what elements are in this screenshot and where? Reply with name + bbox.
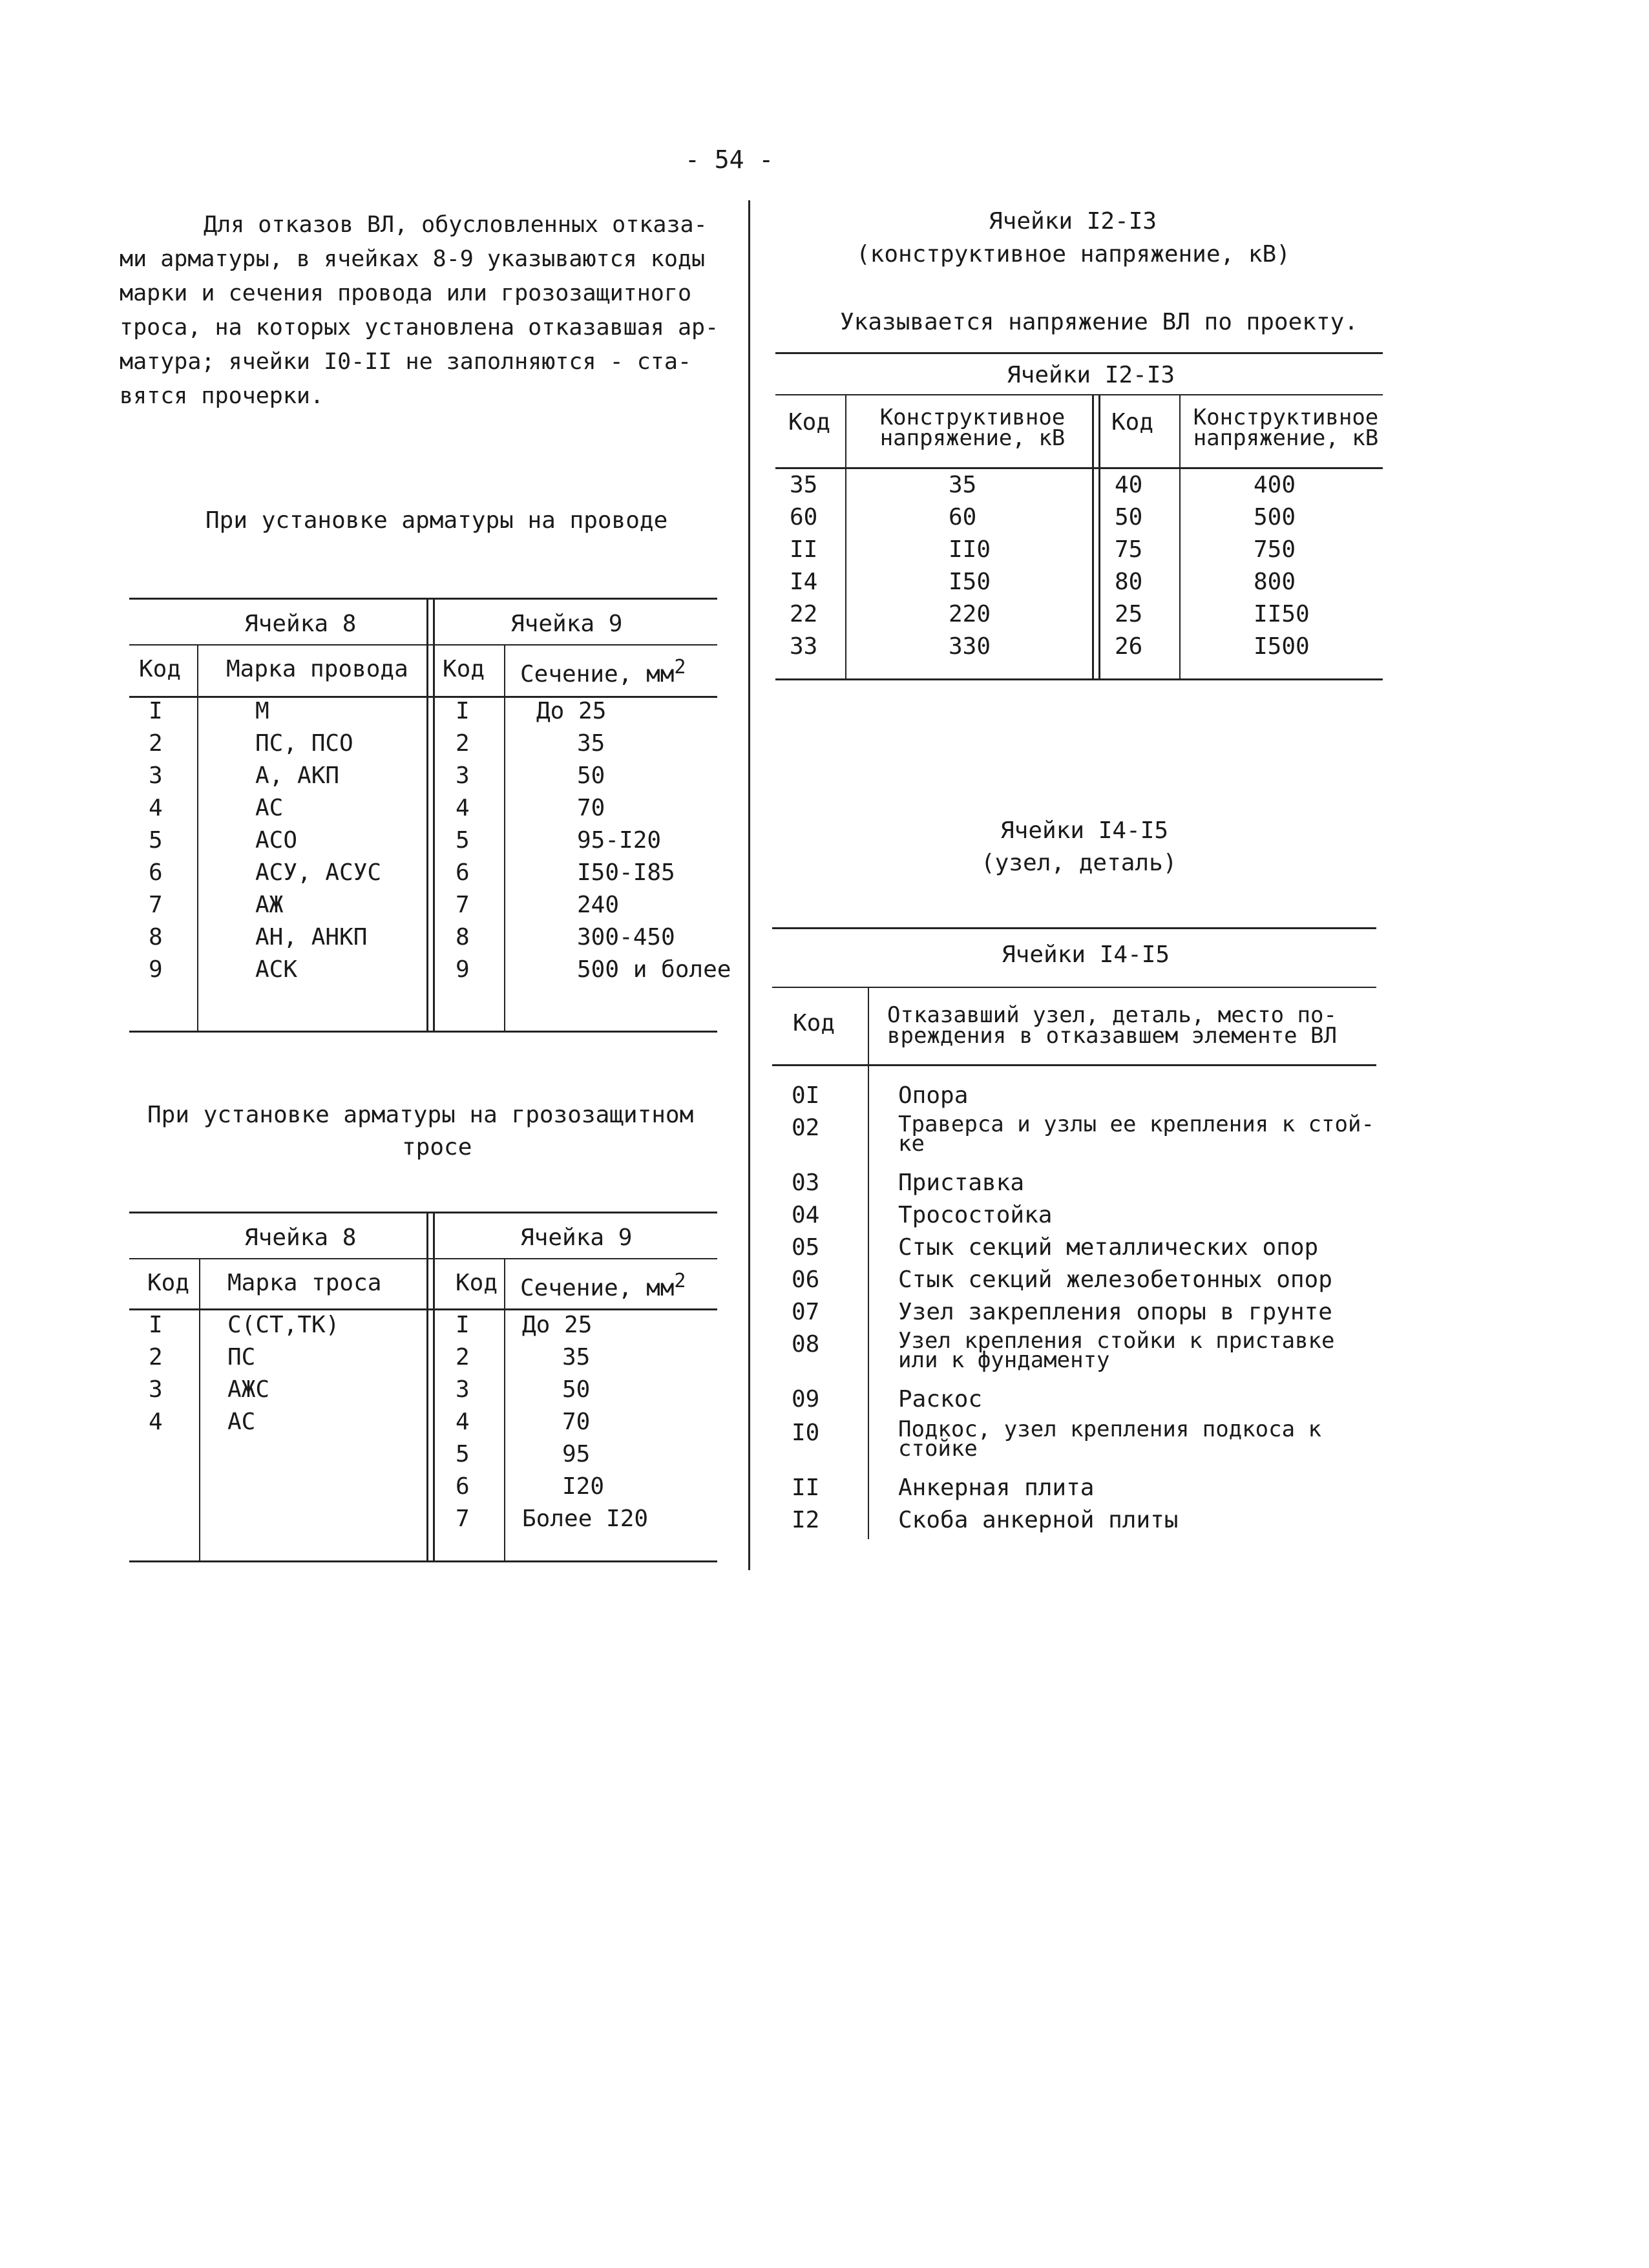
node-code: I2 (792, 1507, 820, 1533)
voltage-value2: 800 (1254, 569, 1296, 595)
node-desc (898, 1328, 1335, 1373)
voltage-value: I50 (949, 569, 991, 595)
wire-code2: I (456, 698, 470, 724)
wire-section: 70 (577, 795, 605, 821)
wire-mark: АЖ (255, 892, 284, 918)
wire-code: 8 (149, 924, 163, 950)
node-col-desc (887, 1002, 1337, 1049)
wire-section: 50 (577, 762, 605, 789)
voltage-table (775, 352, 1396, 688)
wire-mark: АСУ, АСУС (255, 859, 382, 886)
cable-section-title-1: При установке арматуры на грозозащитном (147, 1102, 694, 1128)
node-desc: Раскос (898, 1386, 983, 1412)
cable-col-code: Код (147, 1270, 190, 1296)
intro-line: ми арматуры, в ячейках 8-9 указываются коды (120, 246, 706, 272)
wire-col-mark: Марка провода (226, 656, 408, 682)
wire-cell9-title: Ячейка 9 (510, 611, 623, 637)
node-code: 08 (792, 1331, 820, 1358)
cable-col-section (520, 1270, 686, 1301)
wire-code2: 5 (456, 827, 470, 854)
cable-mark: С(СТ,ТК) (227, 1312, 340, 1338)
wire-col-code2: Код (443, 656, 485, 682)
wire-col-code: Код (139, 656, 182, 682)
cable-col-section-sup: 2 (674, 1270, 686, 1292)
wire-code: 4 (149, 795, 163, 821)
wire-cell8-title: Ячейка 8 (244, 611, 357, 637)
node-code: 03 (792, 1170, 820, 1196)
cable-section: До 25 (522, 1312, 593, 1338)
wire-code2: 3 (456, 762, 470, 789)
node-desc: Тросостойка (898, 1202, 1053, 1228)
node-title-1: Ячейки I4-I5 (1000, 817, 1169, 844)
voltage-value2: I500 (1254, 633, 1310, 660)
wire-code2: 7 (456, 892, 470, 918)
voltage-code2: 75 (1115, 536, 1143, 563)
wire-section: 240 (577, 892, 620, 918)
wire-code2: 4 (456, 795, 470, 821)
voltage-value: 35 (949, 472, 977, 498)
wire-section: До 25 (536, 698, 607, 724)
intro-line: вятся прочерки. (120, 383, 324, 409)
node-code: II (792, 1475, 820, 1501)
voltage-value2: 500 (1254, 504, 1296, 530)
cable-cell9-title: Ячейка 9 (520, 1224, 633, 1251)
voltage-col-code2: Код (1111, 409, 1154, 436)
voltage-title-2: (конструктивное напряжение, кВ) (856, 241, 1290, 268)
node-code: 09 (792, 1386, 820, 1412)
intro-line: марки и сечения провода или грозозащитного (120, 280, 692, 306)
cable-section: 35 (562, 1344, 591, 1370)
cable-code2: 6 (456, 1473, 470, 1500)
node-code: 04 (792, 1202, 820, 1228)
node-col-desc-l2: вреждения в отказавшем элементе ВЛ (887, 1023, 1337, 1049)
cable-code: 3 (149, 1376, 163, 1403)
node-desc: Опора (898, 1082, 969, 1109)
wire-col-section (520, 656, 686, 688)
node-desc: Стык секций металлических опор (898, 1234, 1319, 1261)
intro-line: матура; ячейки I0-II не заполняются - ста- (120, 349, 692, 375)
wire-section-title: При установке арматуры на проводе (205, 507, 668, 534)
voltage-value2: II50 (1254, 601, 1310, 627)
wire-code: 7 (149, 892, 163, 918)
cable-cell8-title: Ячейка 8 (244, 1224, 357, 1251)
node-code: 0I (792, 1082, 820, 1109)
intro-line: Для отказов ВЛ, обусловленных отказа- (204, 212, 708, 238)
wire-section: 300-450 (577, 924, 675, 950)
wire-code2: 6 (456, 859, 470, 886)
node-desc (898, 1111, 1374, 1157)
cable-mark: ПС (227, 1344, 256, 1370)
voltage-code: 35 (790, 472, 818, 498)
cable-code: 4 (149, 1409, 163, 1435)
wire-mark: А, АКП (255, 762, 340, 789)
wire-section: 35 (577, 730, 605, 757)
page-number: - 54 - (685, 145, 774, 174)
cable-code2: 5 (456, 1441, 470, 1467)
voltage-code: 60 (790, 504, 818, 530)
node-code: 02 (792, 1115, 820, 1141)
voltage-note: Указывается напряжение ВЛ по проекту. (840, 309, 1358, 335)
voltage-code: I4 (790, 569, 818, 595)
cable-section-title-2: тросе (402, 1134, 472, 1160)
cable-code2: I (456, 1312, 470, 1338)
node-desc (898, 1416, 1322, 1462)
cable-section: Более I20 (522, 1506, 649, 1532)
cable-code2: 3 (456, 1376, 470, 1403)
cable-code: I (149, 1312, 163, 1338)
cable-section: 50 (562, 1376, 591, 1403)
wire-col-section-sup: 2 (674, 656, 686, 678)
cable-code: 2 (149, 1344, 163, 1370)
voltage-code2: 50 (1115, 504, 1143, 530)
wire-mark: АСК (255, 956, 298, 983)
cable-section: 70 (562, 1409, 591, 1435)
wire-section: I50-I85 (577, 859, 675, 886)
node-desc: Узел закрепления опоры в грунте (898, 1299, 1332, 1325)
wire-code2: 8 (456, 924, 470, 950)
voltage-value: 60 (949, 504, 977, 530)
wire-mark: М (255, 698, 269, 724)
node-desc-l1: Траверса и узлы ее крепления к стой- (898, 1111, 1374, 1137)
voltage-col-voltage2-l2: напряжение, кВ (1193, 425, 1379, 451)
intro-line: троса, на которых установлена отказавшая ар- (120, 315, 719, 341)
voltage-code2: 25 (1115, 601, 1143, 627)
voltage-col-voltage-l2: напряжение, кВ (879, 425, 1066, 451)
voltage-value: 220 (949, 601, 991, 627)
wire-code2: 2 (456, 730, 470, 757)
cable-mark: АС (227, 1409, 256, 1435)
cable-section: I20 (562, 1473, 605, 1500)
cable-col-mark: Марка троса (227, 1270, 382, 1296)
node-col-desc-l1: Отказавший узел, деталь, место по- (887, 1002, 1337, 1028)
voltage-value: II0 (949, 536, 991, 563)
voltage-code: II (790, 536, 818, 563)
voltage-value2: 400 (1254, 472, 1296, 498)
node-code: 07 (792, 1299, 820, 1325)
node-code: I0 (792, 1420, 820, 1446)
voltage-value: 330 (949, 633, 991, 660)
voltage-col-voltage2 (1189, 404, 1383, 451)
voltage-code: 22 (790, 601, 818, 627)
node-desc: Приставка (898, 1170, 1025, 1196)
node-desc-l1: Подкос, узел крепления подкоса к (898, 1416, 1322, 1442)
node-code: 05 (792, 1234, 820, 1261)
wire-mark: АН, АНКП (255, 924, 368, 950)
wire-section: 95-I20 (577, 827, 662, 854)
voltage-col-voltage-l1: Конструктивное (879, 404, 1066, 430)
wire-code: I (149, 698, 163, 724)
wire-table (129, 598, 731, 1037)
node-col-code: Код (793, 1010, 835, 1036)
node-desc-l2: или к фундаменту (898, 1347, 1110, 1373)
cable-col-section-label: Сечение, мм (520, 1275, 675, 1301)
voltage-code2: 80 (1115, 569, 1143, 595)
cable-mark: АЖС (227, 1376, 270, 1403)
voltage-code2: 26 (1115, 633, 1143, 660)
node-desc-l1: Узел крепления стойки к приставке (898, 1328, 1335, 1354)
column-divider (748, 200, 750, 1570)
wire-code: 5 (149, 827, 163, 854)
voltage-col-voltage (866, 404, 1079, 451)
voltage-title-1: Ячейки I2-I3 (989, 208, 1157, 235)
cable-code2: 2 (456, 1344, 470, 1370)
cable-code2: 7 (456, 1506, 470, 1532)
voltage-table-title: Ячейки I2-I3 (1007, 362, 1175, 388)
wire-section: 500 и более (577, 956, 731, 983)
node-desc: Стык секций железобетонных опор (898, 1266, 1332, 1293)
wire-mark: ПС, ПСО (255, 730, 353, 757)
node-desc-l2: стойке (898, 1436, 978, 1462)
node-table (772, 927, 1405, 1548)
cable-table (129, 1212, 724, 1573)
node-desc-l2: ке (898, 1131, 925, 1157)
wire-code: 6 (149, 859, 163, 886)
intro-paragraph (120, 208, 730, 414)
voltage-col-voltage2-l1: Конструктивное (1193, 404, 1379, 430)
wire-code: 3 (149, 762, 163, 789)
node-desc: Анкерная плита (898, 1475, 1095, 1501)
wire-col-section-label: Сечение, мм (520, 661, 675, 688)
node-table-title: Ячейки I4-I5 (1002, 941, 1170, 968)
wire-code: 9 (149, 956, 163, 983)
voltage-col-code: Код (788, 409, 831, 436)
cable-code2: 4 (456, 1409, 470, 1435)
cable-section: 95 (562, 1441, 591, 1467)
node-code: 06 (792, 1266, 820, 1293)
node-title-2: (узел, деталь) (981, 850, 1177, 876)
wire-code2: 9 (456, 956, 470, 983)
cable-col-code2: Код (456, 1270, 498, 1296)
voltage-value2: 750 (1254, 536, 1296, 563)
voltage-code2: 40 (1115, 472, 1143, 498)
voltage-code: 33 (790, 633, 818, 660)
wire-mark: АС (255, 795, 284, 821)
wire-code: 2 (149, 730, 163, 757)
node-desc: Скоба анкерной плиты (898, 1507, 1179, 1533)
wire-mark: АСО (255, 827, 298, 854)
